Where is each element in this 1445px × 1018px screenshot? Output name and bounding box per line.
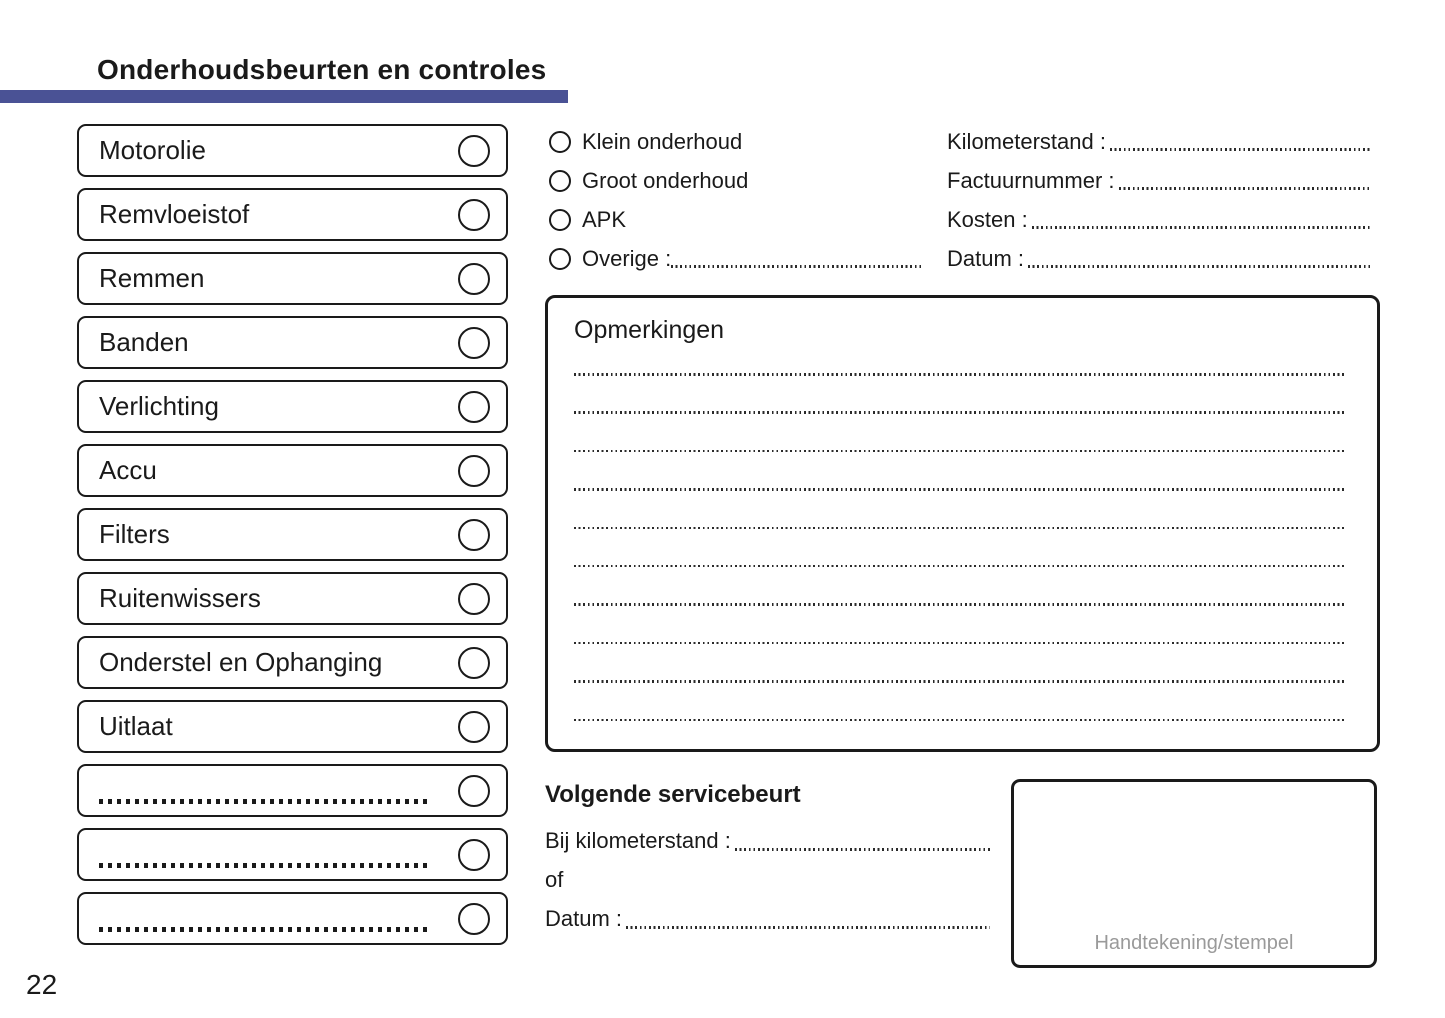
check-circle[interactable] bbox=[458, 583, 490, 615]
next-service-km-row bbox=[545, 827, 990, 855]
checklist-item-label: Motorolie bbox=[99, 135, 206, 165]
overige-fill-line[interactable] bbox=[671, 265, 923, 268]
signature-box[interactable] bbox=[1011, 779, 1377, 968]
check-circle[interactable] bbox=[458, 519, 490, 551]
check-circle[interactable] bbox=[458, 775, 490, 807]
checklist-item-filters bbox=[77, 508, 508, 561]
check-circle[interactable] bbox=[458, 839, 490, 871]
remarks-write-in-line[interactable] bbox=[574, 565, 1347, 568]
checklist-item-onderstel-en-ophanging bbox=[77, 636, 508, 689]
remarks-write-in-line[interactable] bbox=[574, 488, 1347, 491]
checklist-item-label: Onderstel en Ophanging bbox=[99, 647, 383, 677]
page-number: 22 bbox=[26, 969, 58, 1000]
next-service-date-row bbox=[545, 905, 990, 933]
check-circle[interactable] bbox=[458, 263, 490, 295]
radio-circle[interactable] bbox=[549, 209, 571, 231]
check-circle[interactable] bbox=[458, 455, 490, 487]
remarks-write-in-line[interactable] bbox=[574, 719, 1347, 722]
remarks-box bbox=[545, 295, 1380, 752]
checklist-item-label: Accu bbox=[99, 455, 157, 485]
blank-write-in-line[interactable] bbox=[99, 799, 429, 804]
next-service-or-label: of bbox=[545, 867, 564, 892]
field-kosten bbox=[947, 206, 1372, 233]
checklist-item-blank-2 bbox=[77, 828, 508, 881]
option-label: APK bbox=[582, 206, 627, 232]
check-circle[interactable] bbox=[458, 135, 490, 167]
remarks-write-in-line[interactable] bbox=[574, 527, 1347, 530]
option-label: Klein onderhoud bbox=[582, 128, 743, 154]
checklist-item-label: Filters bbox=[99, 519, 170, 549]
checklist-item-uitlaat bbox=[77, 700, 508, 753]
checklist-item-motorolie bbox=[77, 124, 508, 177]
remarks-write-in-line[interactable] bbox=[574, 411, 1347, 414]
page-title: Onderhoudsbeurten en controles bbox=[97, 54, 547, 85]
field-kilometerstand bbox=[947, 128, 1372, 155]
checklist-item-remmen bbox=[77, 252, 508, 305]
remarks-write-in-line[interactable] bbox=[574, 603, 1347, 606]
remarks-title: Opmerkingen bbox=[574, 316, 725, 344]
title-underline-bar bbox=[0, 90, 568, 103]
check-circle[interactable] bbox=[458, 647, 490, 679]
option-groot-onderhoud bbox=[549, 167, 923, 194]
checklist-item-remvloeistof bbox=[77, 188, 508, 241]
field-datum bbox=[947, 245, 1372, 272]
option-label: Overige : bbox=[582, 245, 672, 271]
checklist-item-label: Uitlaat bbox=[99, 711, 173, 741]
invoice-fields bbox=[947, 128, 1372, 272]
next-date-fill-line[interactable] bbox=[626, 926, 990, 929]
remarks-write-in-line[interactable] bbox=[574, 642, 1347, 645]
field-label: Datum : bbox=[947, 245, 1025, 271]
next-date-label: Datum : bbox=[545, 906, 623, 931]
checklist-item-blank-3 bbox=[77, 892, 508, 945]
radio-circle[interactable] bbox=[549, 248, 571, 270]
check-circle[interactable] bbox=[458, 199, 490, 231]
kilometerstand-fill-line[interactable] bbox=[1110, 148, 1372, 151]
option-overige bbox=[549, 245, 923, 272]
radio-circle[interactable] bbox=[549, 131, 571, 153]
field-label: Factuurnummer : bbox=[947, 167, 1115, 193]
next-km-label: Bij kilometerstand : bbox=[545, 828, 731, 853]
checklist-item-label: Remvloeistof bbox=[99, 199, 250, 229]
remarks-write-in-line[interactable] bbox=[574, 373, 1347, 376]
kosten-fill-line[interactable] bbox=[1032, 226, 1372, 229]
check-circle[interactable] bbox=[458, 711, 490, 743]
field-label: Kosten : bbox=[947, 206, 1028, 232]
blank-write-in-line[interactable] bbox=[99, 863, 429, 868]
factuurnummer-fill-line[interactable] bbox=[1119, 187, 1373, 190]
blank-write-in-line[interactable] bbox=[99, 927, 429, 932]
option-klein-onderhoud bbox=[549, 128, 923, 155]
remarks-write-in-line[interactable] bbox=[574, 680, 1347, 683]
checklist-item-label: Verlichting bbox=[99, 391, 219, 421]
datum-fill-line[interactable] bbox=[1028, 265, 1372, 268]
checklist-item-ruitenwissers bbox=[77, 572, 508, 625]
remarks-lines bbox=[574, 373, 1347, 749]
check-circle[interactable] bbox=[458, 903, 490, 935]
checklist-item-accu bbox=[77, 444, 508, 497]
signature-label: Handtekening/stempel bbox=[1094, 932, 1294, 954]
maintenance-checklist bbox=[77, 124, 508, 945]
check-circle[interactable] bbox=[458, 391, 490, 423]
checklist-item-label: Remmen bbox=[99, 263, 205, 293]
checklist-item-label: Banden bbox=[99, 327, 189, 357]
next-service-title: Volgende servicebeurt bbox=[545, 781, 801, 808]
check-circle[interactable] bbox=[458, 327, 490, 359]
checklist-item-blank-1 bbox=[77, 764, 508, 817]
field-label: Kilometerstand : bbox=[947, 128, 1106, 154]
checklist-item-label: Ruitenwissers bbox=[99, 583, 261, 613]
option-apk bbox=[549, 206, 923, 233]
option-label: Groot onderhoud bbox=[582, 167, 749, 193]
remarks-write-in-line[interactable] bbox=[574, 450, 1347, 453]
field-factuurnummer bbox=[947, 167, 1372, 194]
next-km-fill-line[interactable] bbox=[735, 848, 990, 851]
checklist-item-banden bbox=[77, 316, 508, 369]
checklist-item-verlichting bbox=[77, 380, 508, 433]
radio-circle[interactable] bbox=[549, 170, 571, 192]
service-type-options bbox=[549, 128, 923, 272]
